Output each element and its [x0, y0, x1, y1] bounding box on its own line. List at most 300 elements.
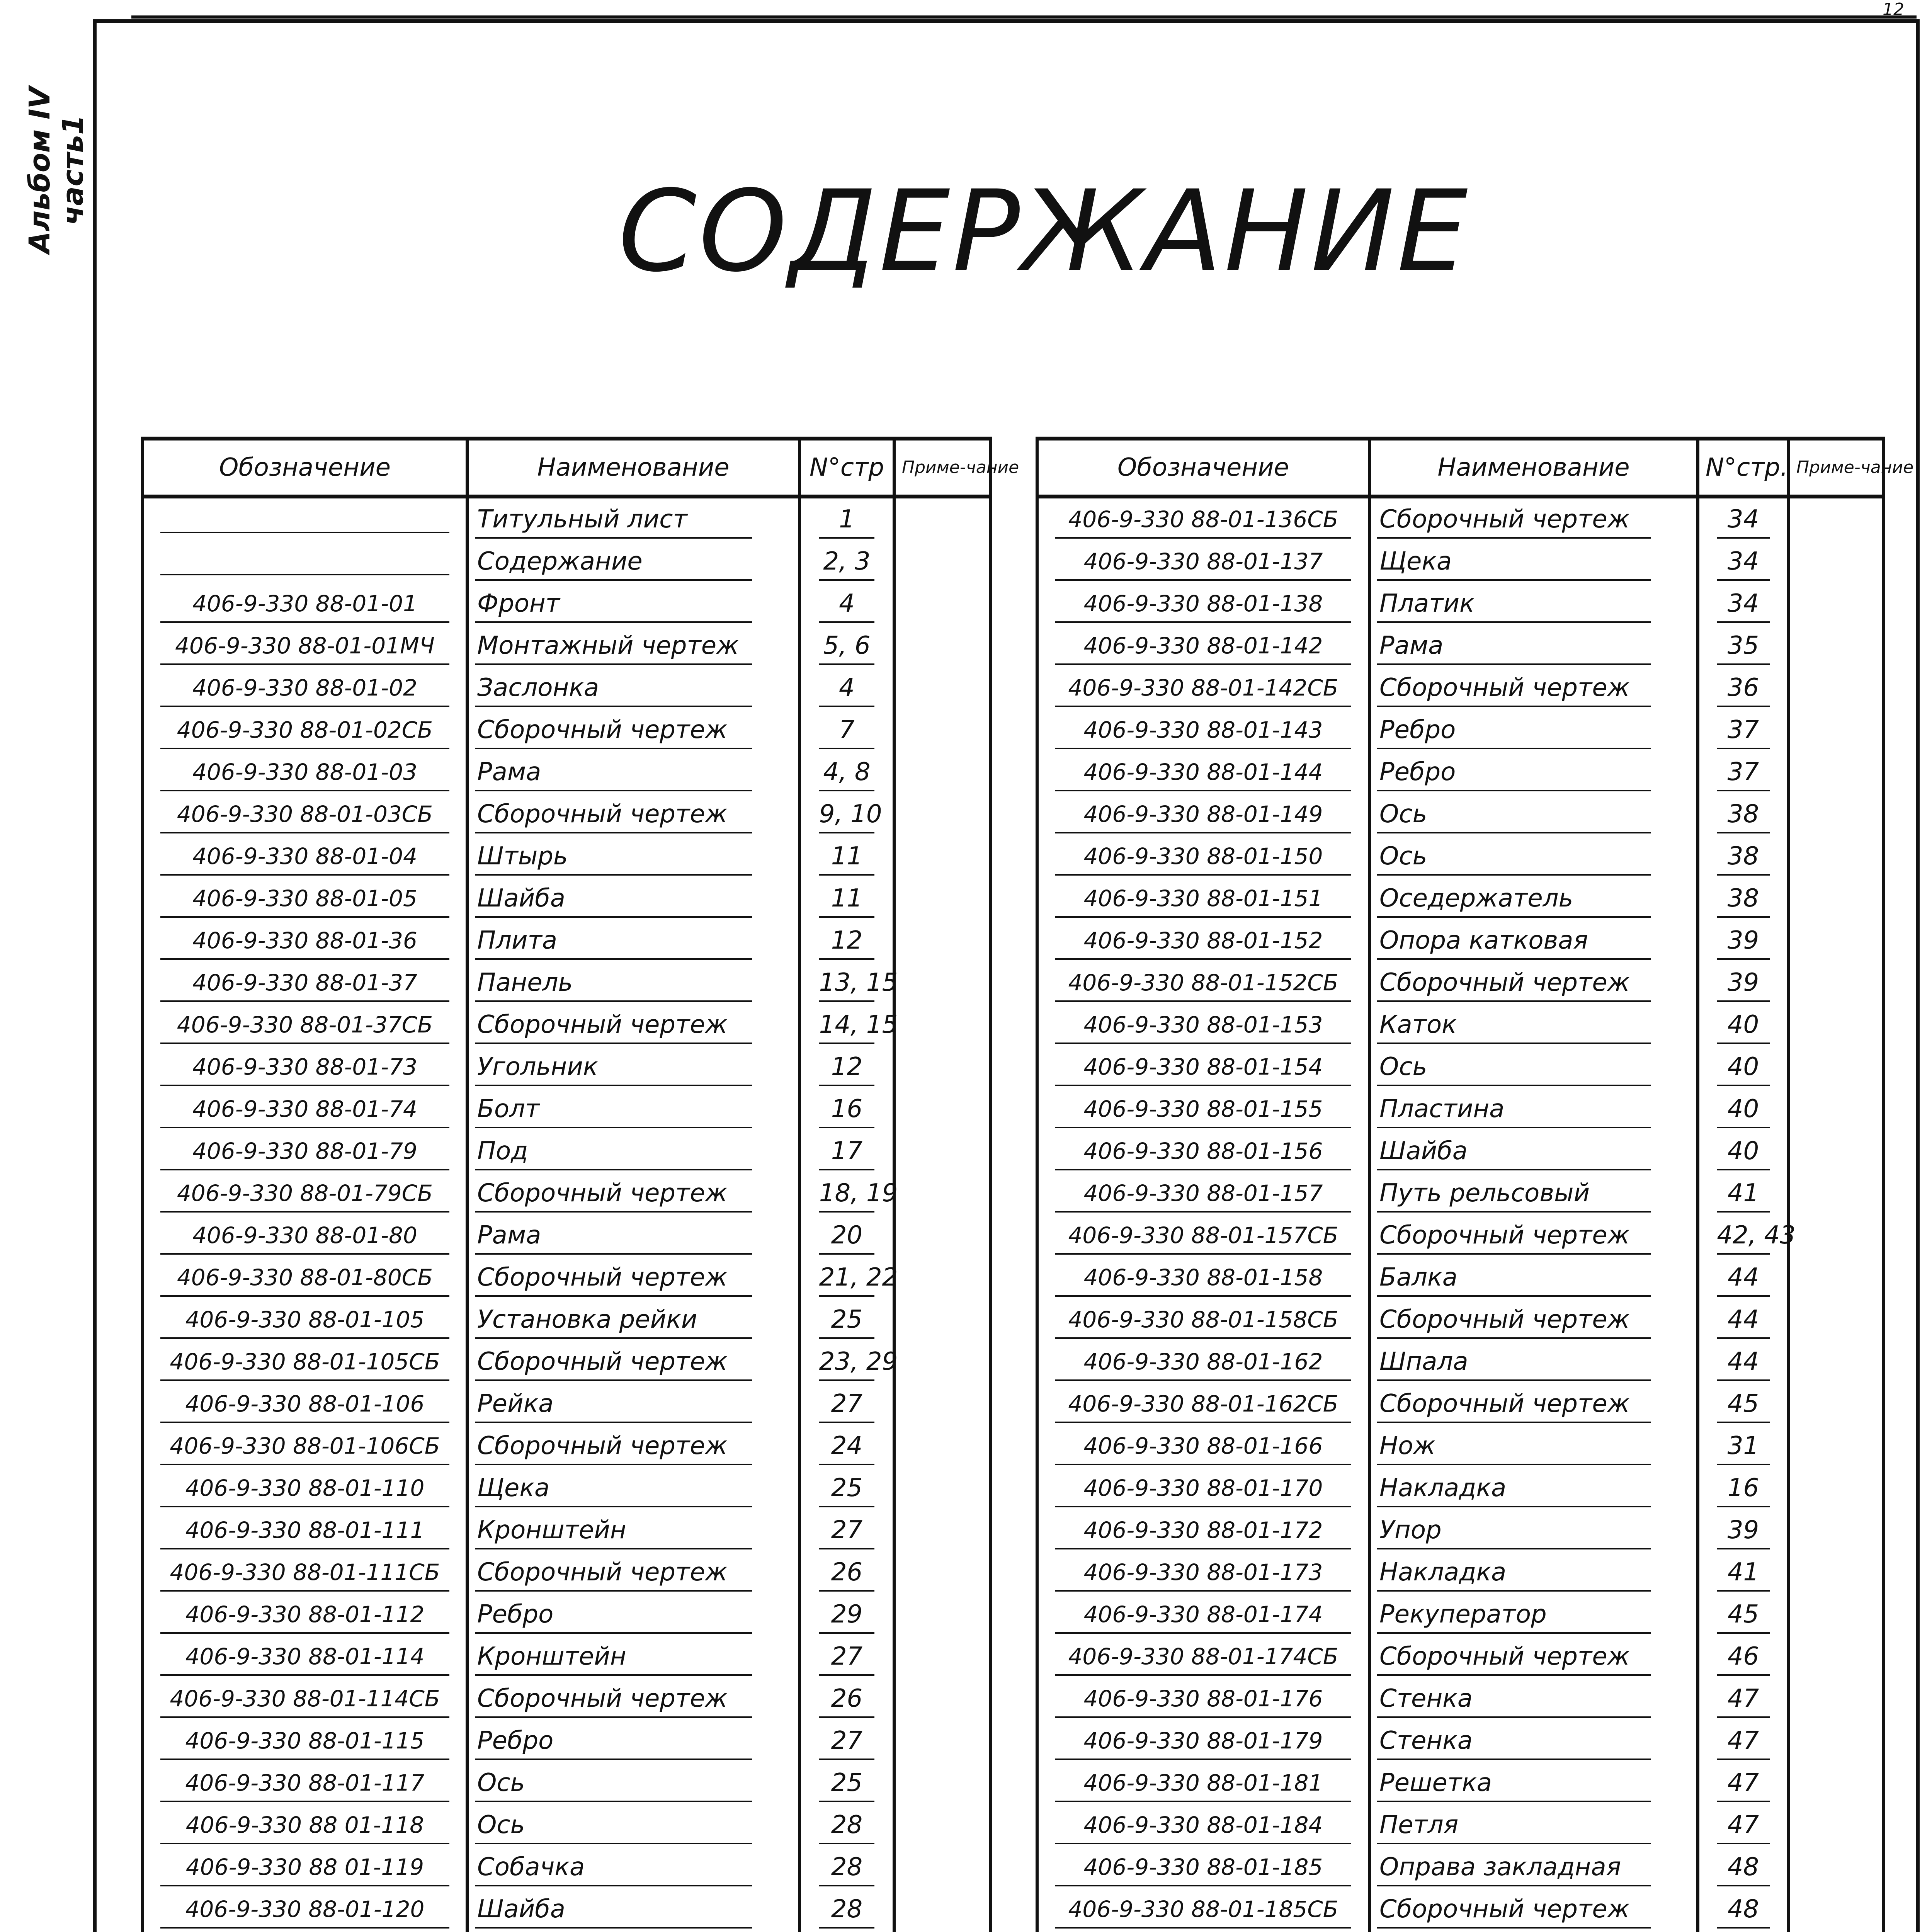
row-name-cell: [467, 876, 799, 918]
header-name: Наименование: [467, 439, 799, 497]
row-name-cell: [1369, 1634, 1698, 1676]
row-page: 44: [1717, 1260, 1770, 1297]
row-page-cell: [799, 960, 898, 1002]
row-page-cell: [1698, 1929, 1789, 1932]
row-page-cell: [1698, 1802, 1789, 1844]
row-name-cell: [467, 1886, 799, 1929]
row-page: 34: [1717, 544, 1770, 581]
row-name: Рейка: [475, 1386, 752, 1423]
row-name-cell: [1369, 707, 1698, 749]
row-name-cell: [467, 1044, 799, 1086]
row-name: Оседержатель: [1377, 881, 1651, 918]
row-page: 47: [1717, 1765, 1770, 1802]
row-designation-cell: [1037, 1044, 1369, 1086]
album-side-label: Альбом IV часть1: [23, 87, 90, 253]
row-notes-cell: [894, 581, 991, 623]
row-page-cell: [1698, 918, 1789, 960]
table-body-left: [143, 497, 991, 1932]
table-row: [1037, 1128, 1883, 1170]
table-row: [143, 1549, 991, 1592]
row-designation: 406-9-330 88-01-152: [1055, 923, 1351, 960]
row-designation-cell: [143, 1044, 467, 1086]
row-page: 47: [1717, 1723, 1770, 1760]
row-page: 38: [1717, 881, 1770, 918]
row-designation-cell: [1037, 497, 1369, 539]
row-notes-cell: [894, 1213, 991, 1255]
row-page: 41: [1717, 1175, 1770, 1213]
row-notes-cell: [1789, 623, 1883, 665]
row-notes-cell: [894, 1465, 991, 1507]
row-page: 48: [1717, 1849, 1770, 1886]
row-page: 7: [819, 712, 875, 749]
row-page-cell: [799, 665, 894, 707]
row-name-cell: [1369, 1002, 1698, 1044]
row-page: 9, 10: [819, 796, 875, 833]
row-designation: 406-9-330 88-01-181: [1055, 1765, 1351, 1802]
row-designation: 406-9-330 88-01-144: [1055, 754, 1351, 791]
row-notes-cell: [1789, 1844, 1883, 1886]
row-name-cell: [467, 1339, 799, 1381]
row-name-cell: [1369, 1297, 1698, 1339]
row-name-cell: [1369, 1465, 1698, 1507]
row-name-cell: [1369, 1929, 1698, 1932]
table-row: [1037, 1802, 1883, 1844]
row-name-cell: [1369, 1549, 1698, 1592]
table-row: [143, 1592, 991, 1634]
table-row: [143, 1086, 991, 1128]
row-page: 37: [1717, 754, 1770, 791]
row-designation: [160, 574, 449, 575]
row-designation: 406-9-330 88-01-184: [1055, 1807, 1351, 1844]
row-page: 13, 15: [819, 965, 875, 1002]
row-name: Щека: [475, 1470, 752, 1507]
row-designation: 406-9-330 88-01-149: [1055, 796, 1351, 833]
row-name-cell: [1369, 1802, 1698, 1844]
table-row: [1037, 791, 1883, 833]
row-page-cell: [799, 1002, 898, 1044]
row-page-cell: [799, 1634, 894, 1676]
row-notes-cell: [894, 1423, 991, 1465]
row-name: Шайба: [475, 1891, 752, 1929]
row-notes-cell: [894, 1044, 991, 1086]
row-page: 45: [1717, 1597, 1770, 1634]
row-notes-cell: [894, 1128, 991, 1170]
row-notes-cell: [894, 1170, 991, 1213]
row-page: 39: [1717, 1512, 1770, 1549]
row-page: 27: [819, 1512, 875, 1549]
row-page-cell: [1698, 1465, 1789, 1507]
row-page-cell: [799, 1381, 894, 1423]
row-notes-cell: [894, 1802, 991, 1844]
row-page-cell: [1698, 1634, 1789, 1676]
row-page: 47: [1717, 1807, 1770, 1844]
row-page-cell: [799, 1339, 898, 1381]
row-designation: 406-9-330 88-01-170: [1055, 1470, 1351, 1507]
row-name-cell: [467, 497, 799, 539]
table-row: [1037, 1213, 1883, 1255]
table-row: [1037, 1170, 1883, 1213]
row-page-cell: [1698, 1297, 1789, 1339]
row-designation-cell: [1037, 581, 1369, 623]
row-designation: 406-9-330 88-01-158СБ: [1055, 1302, 1351, 1339]
row-designation: 406-9-330 88-01-105: [160, 1302, 449, 1339]
row-notes-cell: [1789, 1044, 1883, 1086]
row-name-cell: [1369, 918, 1698, 960]
table-row: [1037, 1255, 1883, 1297]
row-page: 36: [1717, 670, 1770, 707]
contents-table-right: [1036, 437, 1914, 1932]
row-name: Нож: [1377, 1428, 1651, 1465]
row-name-cell: [1369, 1423, 1698, 1465]
table-row: [1037, 1339, 1883, 1381]
row-notes-cell: [894, 960, 991, 1002]
row-notes-cell: [1789, 1381, 1883, 1423]
row-name-cell: [467, 1549, 799, 1592]
row-name: Рама: [475, 1218, 752, 1255]
row-name: Накладка: [1377, 1470, 1651, 1507]
row-name-cell: [1369, 1128, 1698, 1170]
row-page: 14, 15: [819, 1007, 875, 1044]
row-name-cell: [467, 1213, 799, 1255]
row-page-cell: [799, 1844, 894, 1886]
row-page-cell: [799, 833, 894, 876]
row-name-cell: [1369, 1086, 1698, 1128]
row-name: Монтажный чертеж: [475, 628, 752, 665]
row-name-cell: [1369, 1844, 1698, 1886]
row-designation-cell: [143, 1802, 467, 1844]
row-designation: 406-9-330 88-01-05: [160, 881, 449, 918]
row-name-cell: [1369, 497, 1698, 539]
row-name: Шпала: [1377, 1344, 1651, 1381]
row-name: Стенка: [1377, 1723, 1651, 1760]
row-page-cell: [799, 1802, 894, 1844]
row-designation-cell: [1037, 1465, 1369, 1507]
row-name: Путь рельсовый: [1377, 1175, 1651, 1213]
row-page-cell: [799, 1213, 894, 1255]
row-designation-cell: [1037, 1297, 1369, 1339]
row-page: 16: [819, 1091, 875, 1128]
row-name: Сборочный чертеж: [475, 796, 752, 833]
header-name: Наименование: [1369, 439, 1698, 497]
row-page-cell: [799, 1128, 894, 1170]
row-notes-cell: [1789, 1760, 1883, 1802]
table-row: [143, 1802, 991, 1844]
row-designation-cell: [1037, 1802, 1369, 1844]
row-page: 5, 6: [819, 628, 875, 665]
row-name-cell: [1369, 539, 1698, 581]
header-page: N°стр: [799, 439, 894, 497]
row-designation: 406-9-330 88 01-119: [160, 1849, 449, 1886]
row-name-cell: [1369, 1718, 1698, 1760]
row-designation-cell: [1037, 1886, 1369, 1929]
row-page: 25: [819, 1302, 875, 1339]
row-designation-cell: [143, 1170, 467, 1213]
row-page-cell: [1698, 623, 1789, 665]
row-designation-cell: [143, 1213, 467, 1255]
row-name: Ось: [1377, 838, 1651, 876]
row-designation: 406-9-330 88-01-73: [160, 1049, 449, 1086]
row-page-cell: [1698, 876, 1789, 918]
row-name: Ребро: [475, 1597, 752, 1634]
table-row: [1037, 1044, 1883, 1086]
row-name: Ось: [1377, 796, 1651, 833]
row-page-cell: [799, 1676, 894, 1718]
row-page: 40: [1717, 1133, 1770, 1170]
table-row: [1037, 960, 1883, 1002]
row-page: 34: [1717, 586, 1770, 623]
row-name: Сборочный чертеж: [475, 1428, 752, 1465]
row-designation-cell: [143, 1381, 467, 1423]
row-name: Угольник: [475, 1049, 752, 1086]
table-row: [1037, 581, 1883, 623]
row-designation-cell: [1037, 1170, 1369, 1213]
row-notes-cell: [894, 1844, 991, 1886]
row-notes-cell: [894, 1676, 991, 1718]
row-name: Болт: [475, 1091, 752, 1128]
row-name-cell: [1369, 1339, 1698, 1381]
row-name: Пластина: [1377, 1091, 1651, 1128]
row-name: Содержание: [475, 544, 752, 581]
row-page-cell: [799, 1592, 894, 1634]
row-page-cell: [1698, 1507, 1789, 1549]
row-designation-cell: [143, 665, 467, 707]
row-page: 46: [1717, 1639, 1770, 1676]
table-row: [143, 1760, 991, 1802]
row-notes-cell: [1789, 497, 1883, 539]
row-designation-cell: [143, 1002, 467, 1044]
row-name-cell: [467, 623, 799, 665]
row-designation-cell: [1037, 1592, 1369, 1634]
row-notes-cell: [1789, 918, 1883, 960]
table-row: [143, 1507, 991, 1549]
row-designation: 406-9-330 88-01-37СБ: [160, 1007, 449, 1044]
row-designation: 406-9-330 88-01-185СБ: [1055, 1891, 1351, 1929]
row-name: Рекуператор: [1377, 1597, 1651, 1634]
row-page: 39: [1717, 965, 1770, 1002]
table-row: [1037, 1676, 1883, 1718]
row-notes-cell: [1789, 749, 1883, 791]
row-name: Сборочный чертеж: [475, 1554, 752, 1592]
row-name: Сборочный чертеж: [475, 712, 752, 749]
row-name: Ось: [475, 1807, 752, 1844]
row-name-cell: [467, 1760, 799, 1802]
row-notes-cell: [1789, 1507, 1883, 1549]
page-title: СОДЕРЖАНИЕ: [618, 167, 1470, 297]
row-name: Сборочный чертеж: [1377, 502, 1651, 539]
row-name-cell: [467, 1086, 799, 1128]
table-row: [143, 1929, 991, 1932]
row-name: Каток: [1377, 1007, 1651, 1044]
row-notes-cell: [1789, 581, 1883, 623]
row-name-cell: [1369, 1381, 1698, 1423]
table-row: [1037, 918, 1883, 960]
row-name: Кронштейн: [475, 1639, 752, 1676]
row-notes-cell: [1789, 1255, 1883, 1297]
row-page-cell: [799, 1549, 894, 1592]
row-name: Сборочный чертеж: [1377, 1639, 1651, 1676]
row-name: Щека: [1377, 544, 1651, 581]
row-name-cell: [467, 1929, 799, 1932]
row-page-cell: [799, 707, 894, 749]
header-designation: Обозначение: [143, 439, 467, 497]
row-designation: 406-9-330 88-01-114: [160, 1639, 449, 1676]
row-page: 40: [1717, 1091, 1770, 1128]
row-name-cell: [467, 1592, 799, 1634]
row-name: Ось: [1377, 1049, 1651, 1086]
row-designation-cell: [1037, 1676, 1369, 1718]
row-page-cell: [799, 539, 894, 581]
row-designation-cell: [143, 497, 467, 539]
table-body-right: [1037, 497, 1883, 1932]
row-name-cell: [467, 833, 799, 876]
row-page-cell: [1698, 1592, 1789, 1634]
row-page: 2, 3: [819, 544, 875, 581]
row-designation-cell: [143, 876, 467, 918]
row-notes-cell: [894, 623, 991, 665]
row-name: Сборочный чертеж: [1377, 965, 1651, 1002]
row-designation-cell: [1037, 1002, 1369, 1044]
row-designation: 406-9-330 88-01-114СБ: [160, 1681, 449, 1718]
row-designation-cell: [1037, 1929, 1369, 1932]
row-designation: 406-9-330 88-01-74: [160, 1091, 449, 1128]
table-row: [143, 876, 991, 918]
row-name-cell: [467, 707, 799, 749]
row-page: 44: [1717, 1302, 1770, 1339]
row-page: 16: [1717, 1470, 1770, 1507]
row-name-cell: [1369, 1255, 1698, 1297]
row-page: 12: [819, 923, 875, 960]
row-designation-cell: [143, 1592, 467, 1634]
row-name-cell: [1369, 833, 1698, 876]
row-notes-cell: [1789, 791, 1883, 833]
row-name-cell: [467, 539, 799, 581]
row-page: 41: [1717, 1554, 1770, 1592]
row-name-cell: [467, 1170, 799, 1213]
row-name: Панель: [475, 965, 752, 1002]
row-designation: 406-9-330 88-01-185: [1055, 1849, 1351, 1886]
row-designation-cell: [143, 1297, 467, 1339]
row-designation: 406-9-330 88-01-142: [1055, 628, 1351, 665]
row-page-cell: [1698, 1381, 1789, 1423]
row-notes-cell: [1789, 1549, 1883, 1592]
row-name-cell: [467, 1255, 799, 1297]
table-row: [1037, 665, 1883, 707]
row-page: 27: [819, 1723, 875, 1760]
row-page-cell: [799, 1465, 894, 1507]
row-page-cell: [1698, 1886, 1789, 1929]
row-page: 29: [819, 1597, 875, 1634]
row-notes-cell: [1789, 960, 1883, 1002]
table-row: [143, 1297, 991, 1339]
table-row: [143, 1213, 991, 1255]
row-name-cell: [1369, 1044, 1698, 1086]
row-page-cell: [1698, 1718, 1789, 1760]
header-notes: Приме-чание: [894, 439, 991, 497]
row-name: Стенка: [1377, 1681, 1651, 1718]
row-name: Балка: [1377, 1260, 1651, 1297]
row-name: Титульный лист: [475, 502, 752, 539]
row-name: Сборочный чертеж: [475, 1007, 752, 1044]
row-designation-cell: [143, 918, 467, 960]
row-name-cell: [467, 1634, 799, 1676]
row-page-cell: [1698, 1423, 1789, 1465]
row-name-cell: [467, 1002, 799, 1044]
row-notes-cell: [1789, 876, 1883, 918]
row-designation-cell: [1037, 791, 1369, 833]
row-designation-cell: [143, 749, 467, 791]
row-designation-cell: [1037, 918, 1369, 960]
top-border-line: [131, 15, 1917, 19]
row-name-cell: [467, 1676, 799, 1718]
row-name-cell: [1369, 1760, 1698, 1802]
row-notes-cell: [894, 876, 991, 918]
row-designation: 406-9-330 88-01-158: [1055, 1260, 1351, 1297]
row-page: 47: [1717, 1681, 1770, 1718]
row-name: Фронт: [475, 586, 752, 623]
row-designation-cell: [1037, 1381, 1369, 1423]
row-designation-cell: [1037, 833, 1369, 876]
row-notes-cell: [1789, 665, 1883, 707]
table-header-row: [1037, 439, 1883, 497]
row-designation: 406-9-330 88-01-04: [160, 838, 449, 876]
row-name: Ребро: [475, 1723, 752, 1760]
row-notes-cell: [1789, 1170, 1883, 1213]
row-page-cell: [1698, 1760, 1789, 1802]
table-row: [1037, 876, 1883, 918]
row-designation-cell: [1037, 1549, 1369, 1592]
row-notes-cell: [894, 1086, 991, 1128]
row-name: Шайба: [1377, 1133, 1651, 1170]
row-page: 25: [819, 1470, 875, 1507]
row-page-cell: [1698, 1128, 1789, 1170]
row-designation: [160, 532, 449, 533]
row-name: Сборочный чертеж: [475, 1344, 752, 1381]
row-name-cell: [1369, 791, 1698, 833]
row-name: Плита: [475, 923, 752, 960]
row-designation: 406-9-330 88-01-150: [1055, 838, 1351, 876]
row-name: Ребро: [1377, 754, 1651, 791]
table-row: [143, 1676, 991, 1718]
table-row: [1037, 1844, 1883, 1886]
row-notes-cell: [1789, 1297, 1883, 1339]
table-row: [1037, 833, 1883, 876]
row-page: 23, 29: [819, 1344, 875, 1381]
row-name-cell: [1369, 876, 1698, 918]
row-page: 37: [1717, 712, 1770, 749]
table-row: [1037, 1592, 1883, 1634]
row-name: Сборочный чертеж: [1377, 1218, 1651, 1255]
row-page-cell: [1698, 581, 1789, 623]
row-name-cell: [1369, 1213, 1698, 1255]
row-notes-cell: [1789, 1886, 1883, 1929]
table-row: [1037, 707, 1883, 749]
row-notes-cell: [1789, 707, 1883, 749]
row-notes-cell: [894, 791, 991, 833]
row-page-cell: [1698, 1549, 1789, 1592]
row-designation: 406-9-330 88-01-79: [160, 1133, 449, 1170]
row-name-cell: [467, 1381, 799, 1423]
row-page-cell: [799, 1255, 898, 1297]
row-designation: 406-9-330 88-01-03СБ: [160, 796, 449, 833]
row-name: Установка рейки: [475, 1302, 752, 1339]
row-notes-cell: [1789, 1718, 1883, 1760]
row-designation-cell: [143, 707, 467, 749]
table-row: [143, 707, 991, 749]
row-notes-cell: [894, 1549, 991, 1592]
row-page: 4, 8: [819, 754, 875, 791]
row-designation-cell: [1037, 876, 1369, 918]
row-name: Петля: [1377, 1807, 1651, 1844]
